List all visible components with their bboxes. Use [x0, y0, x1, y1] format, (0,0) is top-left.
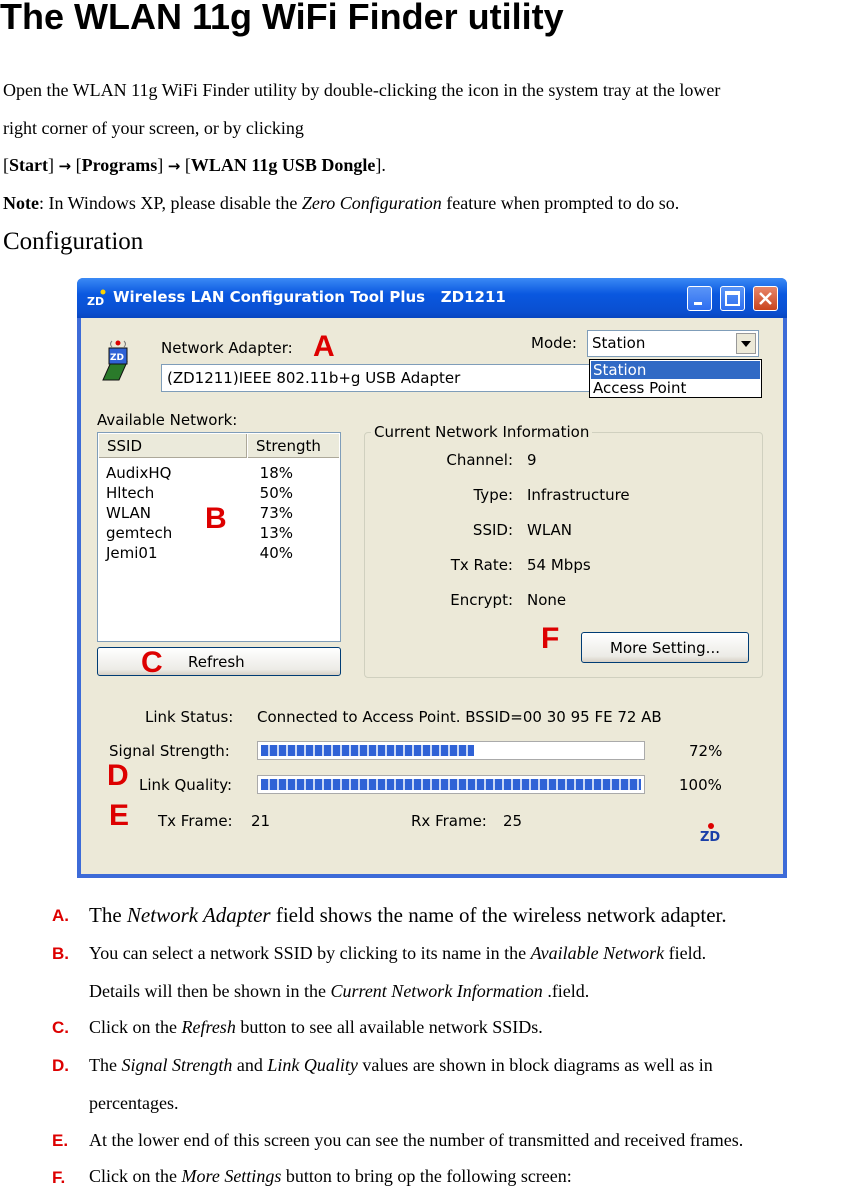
svg-text:ZD: ZD: [700, 830, 721, 844]
network-strength: 13%: [259, 524, 293, 542]
network-strength: 18%: [259, 464, 293, 482]
info-value: Infrastructure: [527, 486, 630, 504]
link-quality-bar: [257, 775, 645, 794]
available-network-label: Available Network:: [97, 411, 238, 429]
info-label: Encrypt:: [450, 591, 513, 609]
network-ssid: Jemi01: [106, 544, 158, 562]
info-value: WLAN: [527, 521, 573, 539]
info-label: SSID:: [472, 521, 513, 539]
info-value: 9: [527, 451, 537, 469]
link-quality-label: Link Quality:: [139, 776, 233, 794]
item-b-text: You can select a network SSID by clicking to its name in the Available Network field.: [89, 943, 707, 963]
section-title: Configuration: [3, 228, 144, 255]
item-b-text-cont: Details will then be shown in the Current Network Information .field.: [89, 981, 590, 1001]
signal-strength-value: 72%: [689, 742, 723, 760]
intro-line-1: Open the WLAN 11g WiFi Finder utility by double-clicking the icon in the system tray at the lower: [3, 80, 721, 100]
mode-option-access-point[interactable]: Access Point: [593, 379, 687, 397]
arrow-icon: →: [167, 157, 181, 175]
network-ssid: gemtech: [106, 524, 173, 542]
item-f-letter: F.: [52, 1168, 66, 1187]
tx-frame-value: 21: [251, 812, 271, 830]
network-row[interactable]: [99, 544, 339, 564]
mode-option-station[interactable]: Station: [591, 361, 760, 379]
mode-selected-value: Station: [592, 334, 646, 352]
item-d-text-cont: percentages.: [89, 1093, 179, 1113]
maximize-button[interactable]: [720, 286, 745, 311]
network-adapter-label: Network Adapter:: [161, 339, 293, 357]
mode-label: Mode:: [531, 334, 577, 352]
intro-line-2: right corner of your screen, or by clicking: [3, 118, 304, 138]
close-button[interactable]: [753, 286, 778, 311]
info-value: 54 Mbps: [527, 556, 591, 574]
network-row[interactable]: [99, 464, 339, 484]
mode-dropdown-list: [589, 359, 762, 398]
chevron-down-icon[interactable]: [736, 333, 756, 354]
zd-tray-icon[interactable]: [699, 822, 725, 848]
signal-strength-label: Signal Strength:: [109, 742, 230, 760]
adapter-icon: [95, 338, 135, 390]
network-adapter-value: (ZD1211)IEEE 802.11b+g USB Adapter: [167, 369, 461, 387]
menu-start: Start: [9, 155, 48, 175]
marker-b: B: [205, 502, 227, 535]
rx-frame-value: 25: [503, 812, 523, 830]
window-title: Wireless LAN Configuration Tool Plus ZD1211: [113, 288, 506, 306]
signal-strength-fill: [261, 745, 474, 756]
marker-f: F: [541, 622, 560, 655]
more-setting-button[interactable]: More Setting...: [581, 632, 749, 663]
item-a-text: The Network Adapter field shows the name of the wireless network adapter.: [89, 903, 727, 927]
minimize-button[interactable]: [687, 286, 712, 311]
network-list[interactable]: [97, 432, 341, 642]
page-title: The WLAN 11g WiFi Finder utility: [0, 0, 564, 37]
current-network-title: Current Network Information: [371, 423, 592, 441]
window-client: [81, 318, 783, 874]
refresh-button[interactable]: Refresh: [97, 647, 341, 676]
title-bar[interactable]: [77, 278, 787, 318]
config-window: [77, 278, 787, 878]
menu-programs: Programs: [81, 155, 158, 175]
rx-frame-label: Rx Frame:: [411, 812, 487, 830]
info-label: Channel:: [446, 451, 513, 469]
arrow-icon: →: [58, 157, 72, 175]
column-header-strength[interactable]: Strength: [248, 434, 339, 458]
info-label: Tx Rate:: [450, 556, 513, 574]
network-adapter-field[interactable]: [161, 364, 591, 392]
item-d-letter: D.: [52, 1056, 69, 1075]
marker-e: E: [109, 799, 130, 832]
item-e-text: At the lower end of this screen you can see the number of transmitted and received frames.: [89, 1130, 744, 1150]
link-quality-fill: [261, 779, 641, 790]
item-d-text: The Signal Strength and Link Quality values are shown in block diagrams as well as in: [89, 1055, 713, 1075]
link-status-label: Link Status:: [145, 708, 234, 726]
item-c-letter: C.: [52, 1018, 69, 1037]
link-quality-value: 100%: [679, 776, 722, 794]
network-strength: 40%: [259, 544, 293, 562]
item-c-text: Click on the Refresh button to see all available network SSIDs.: [89, 1017, 543, 1037]
column-header-ssid[interactable]: SSID: [99, 434, 247, 458]
menu-path: [Start] → [Programs] → [WLAN 11g USB Dongle].: [3, 155, 386, 175]
marker-a: A: [313, 330, 335, 363]
link-status-value: Connected to Access Point. BSSID=00 30 95 FE 72 AB: [257, 708, 662, 726]
marker-d: D: [107, 759, 129, 792]
info-value: None: [527, 591, 567, 609]
menu-dongle: WLAN 11g USB Dongle: [190, 155, 376, 175]
note-line: Note: In Windows XP, please disable the Zero Configuration feature when prompted to do so.: [3, 193, 680, 213]
item-e-letter: E.: [52, 1131, 69, 1150]
network-strength: 73%: [259, 504, 293, 522]
tx-frame-label: Tx Frame:: [158, 812, 233, 830]
network-row[interactable]: [99, 484, 339, 504]
network-strength: 50%: [259, 484, 293, 502]
info-label: Type:: [473, 486, 513, 504]
network-ssid: WLAN: [106, 504, 152, 522]
svg-text:ZD: ZD: [110, 353, 124, 363]
item-a-letter: A.: [52, 906, 69, 925]
svg-text:ZD: ZD: [87, 295, 105, 308]
signal-strength-bar: [257, 741, 645, 760]
mode-select[interactable]: [587, 330, 759, 357]
item-f-text: Click on the More Settings button to bring op the following screen:: [89, 1166, 572, 1186]
network-ssid: AudixHQ: [106, 464, 172, 482]
zd-logo-icon: [86, 288, 106, 308]
marker-c: C: [141, 646, 163, 679]
item-b-letter: B.: [52, 944, 69, 963]
network-ssid: Hltech: [106, 484, 155, 502]
